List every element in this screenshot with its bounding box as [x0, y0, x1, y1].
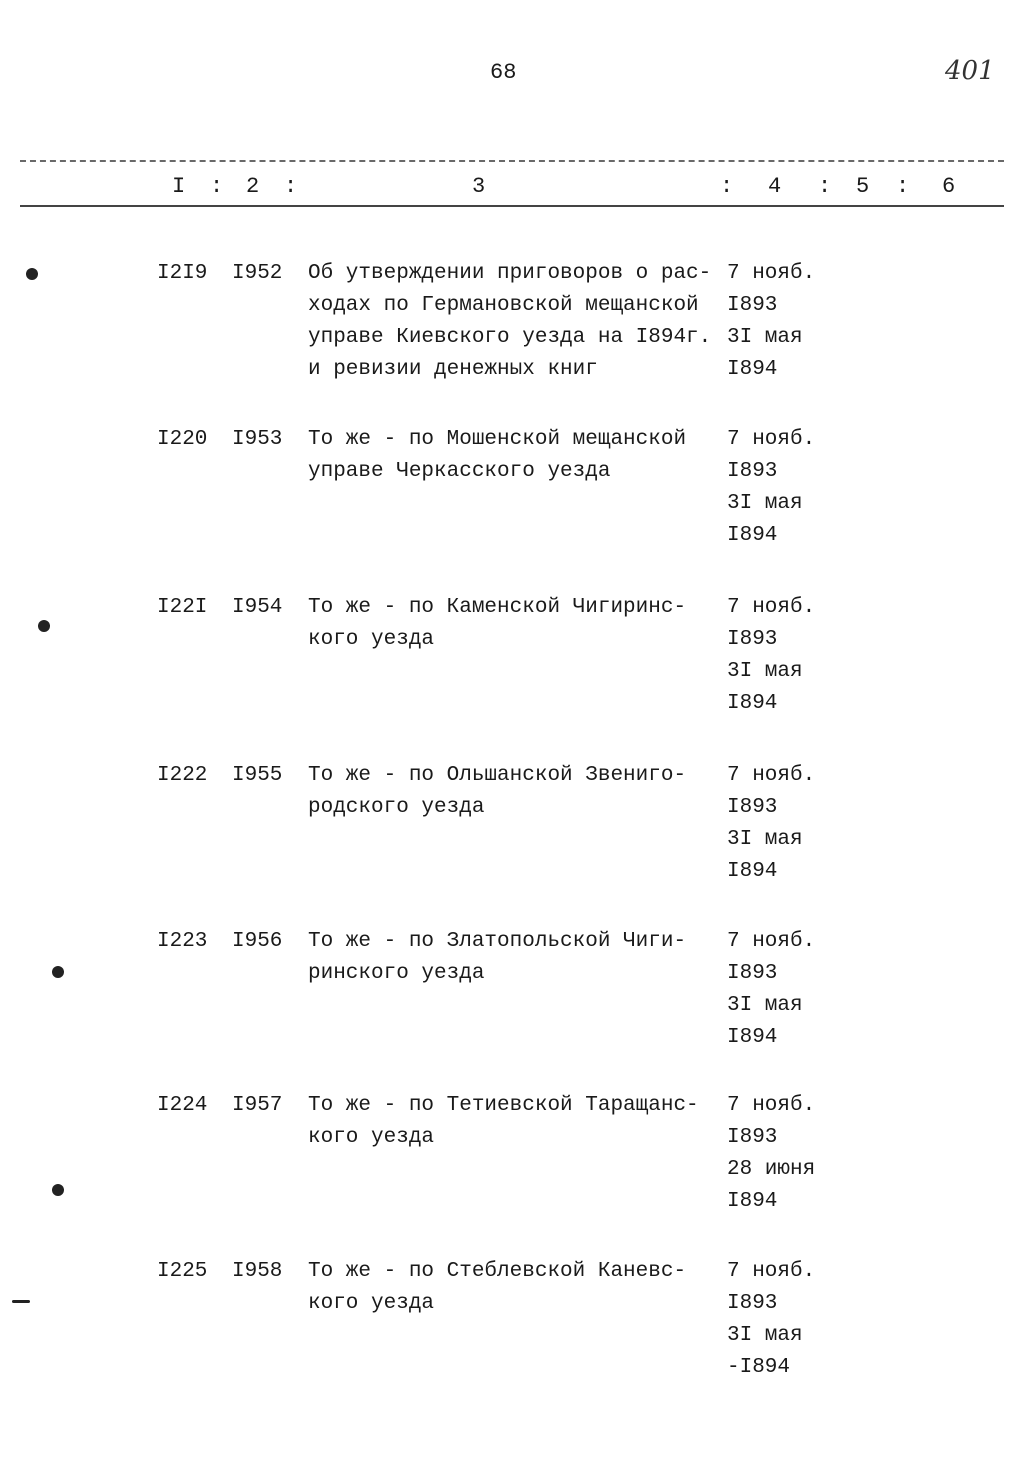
date-line: I894 [727, 860, 778, 883]
margin-mark [12, 1300, 30, 1303]
description-line: То же - по Златопольской Чиги- [308, 930, 687, 953]
date-line: I894 [727, 1190, 778, 1213]
description-line: Об утверждении приговоров о рас- [308, 262, 712, 285]
column-separator: : [896, 174, 910, 199]
record-dates [727, 926, 837, 1054]
record-dates [727, 1090, 837, 1218]
record-number: I22I [157, 596, 208, 619]
inventory-number: I953 [232, 428, 283, 451]
column-header-2: 2 [246, 174, 260, 199]
date-line: I894 [727, 1026, 778, 1049]
description-line: То же - по Тетиевской Таращанс- [308, 1094, 699, 1117]
inventory-number: I956 [232, 930, 283, 953]
page-number: 68 [490, 60, 517, 85]
description-line: То же - по Стеблевской Каневс- [308, 1260, 687, 1283]
record-number: I225 [157, 1260, 208, 1283]
record-number: I223 [157, 930, 208, 953]
description-line: кого уезда [308, 1126, 435, 1149]
record-dates [727, 760, 837, 888]
description-line: родского уезда [308, 796, 485, 819]
column-header-3: 3 [472, 174, 486, 199]
record-description [308, 1256, 718, 1320]
date-line: I893 [727, 1292, 778, 1315]
description-line: управе Черкасского уезда [308, 460, 611, 483]
column-header-1: I [172, 174, 186, 199]
column-separator: : [720, 174, 734, 199]
column-separator: : [210, 174, 224, 199]
date-line: 7 нояб. [727, 1260, 816, 1283]
record-description [308, 592, 718, 656]
date-line: 3I мая [727, 660, 803, 683]
date-line: I893 [727, 628, 778, 651]
date-line: 7 нояб. [727, 930, 816, 953]
archive-number: 401 [945, 56, 995, 86]
description-line: ринского уезда [308, 962, 485, 985]
punch-hole [52, 966, 64, 978]
record-number: I222 [157, 764, 208, 787]
record-number: I220 [157, 428, 208, 451]
record-dates [727, 1256, 837, 1384]
inventory-number: I952 [232, 262, 283, 285]
date-line: 3I мая [727, 1324, 803, 1347]
punch-hole [38, 620, 50, 632]
header-rule-bottom [20, 205, 1004, 207]
description-line: То же - по Ольшанской Звениго- [308, 764, 687, 787]
description-line: и ревизии денежных книг [308, 358, 598, 381]
date-line: 3I мая [727, 828, 803, 851]
date-line: 3I мая [727, 994, 803, 1017]
inventory-number: I957 [232, 1094, 283, 1117]
date-line: 7 нояб. [727, 596, 816, 619]
description-line: То же - по Каменской Чигиринс- [308, 596, 687, 619]
date-line: I893 [727, 460, 778, 483]
record-description [308, 760, 718, 824]
date-line: I893 [727, 294, 778, 317]
column-header-4: 4 [768, 174, 782, 199]
record-description [308, 258, 718, 386]
record-description [308, 926, 718, 990]
inventory-number: I955 [232, 764, 283, 787]
punch-hole [26, 268, 38, 280]
record-number: I2I9 [157, 262, 208, 285]
description-line: управе Киевского уезда на I894г. [308, 326, 712, 349]
column-separator: : [818, 174, 832, 199]
record-number: I224 [157, 1094, 208, 1117]
record-dates [727, 424, 837, 552]
column-header-5: 5 [856, 174, 870, 199]
date-line: -I894 [727, 1356, 791, 1379]
description-line: кого уезда [308, 628, 435, 651]
date-line: 3I мая [727, 492, 803, 515]
date-line: I893 [727, 796, 778, 819]
date-line: I893 [727, 962, 778, 985]
inventory-number: I954 [232, 596, 283, 619]
column-separator: : [284, 174, 298, 199]
date-line: I894 [727, 358, 778, 381]
date-line: 3I мая [727, 326, 803, 349]
date-line: 7 нояб. [727, 262, 816, 285]
record-description [308, 424, 718, 488]
date-line: 7 нояб. [727, 1094, 816, 1117]
date-line: I893 [727, 1126, 778, 1149]
punch-hole [52, 1184, 64, 1196]
description-line: То же - по Мошенской мещанской [308, 428, 687, 451]
record-dates [727, 592, 837, 720]
record-description [308, 1090, 718, 1154]
date-line: 7 нояб. [727, 764, 816, 787]
date-line: I894 [727, 524, 778, 547]
header-rule-top [20, 160, 1004, 162]
description-line: ходах по Германовской мещанской [308, 294, 699, 317]
column-header-6: 6 [942, 174, 956, 199]
date-line: 7 нояб. [727, 428, 816, 451]
date-line: 28 июня [727, 1158, 816, 1181]
date-line: I894 [727, 692, 778, 715]
inventory-number: I958 [232, 1260, 283, 1283]
description-line: кого уезда [308, 1292, 435, 1315]
record-dates [727, 258, 837, 386]
